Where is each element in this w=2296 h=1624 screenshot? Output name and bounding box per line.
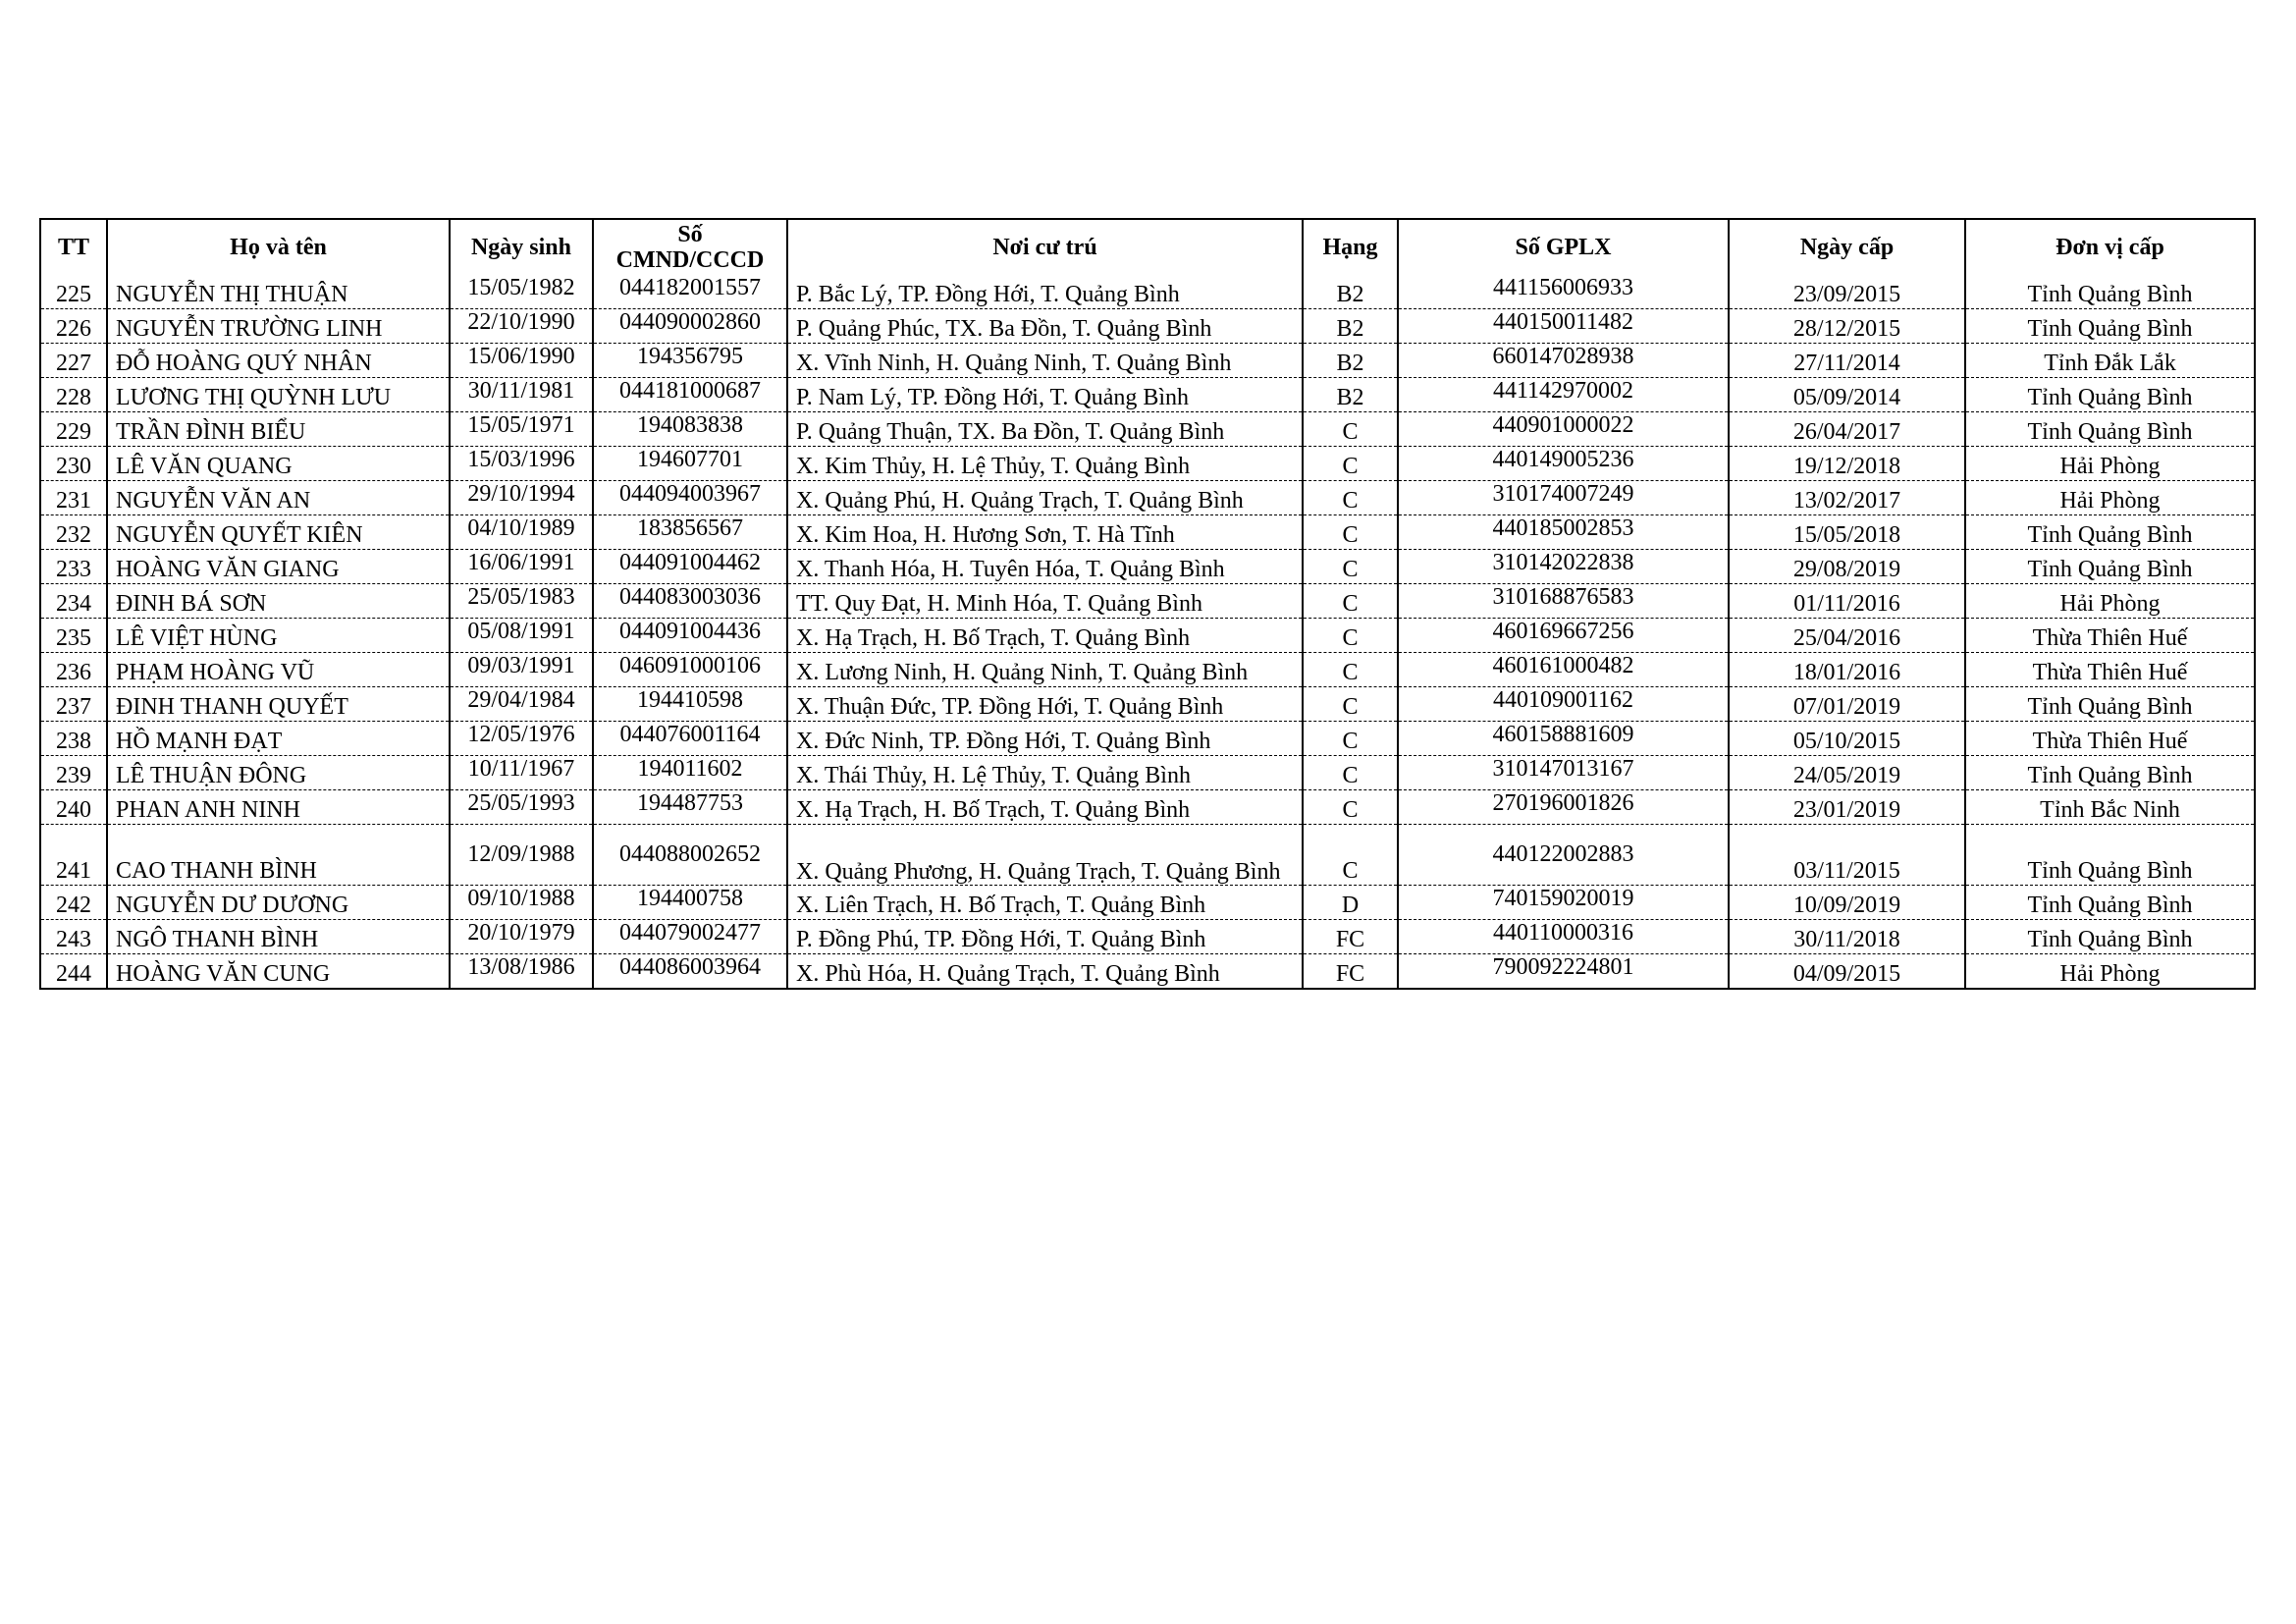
cell-dob: 30/11/1981	[450, 378, 593, 412]
header-id-line2: CMND/CCCD	[615, 247, 765, 273]
cell-tt: 244	[40, 954, 107, 990]
table-row	[40, 550, 2255, 584]
cell-license-number: 440110000316	[1398, 920, 1729, 954]
header-name: Họ và tên	[107, 219, 450, 275]
cell-class: C	[1303, 481, 1398, 515]
cell-address: X. Kim Hoa, H. Hương Sơn, T. Hà Tĩnh	[787, 515, 1303, 550]
cell-dob: 10/11/1967	[450, 756, 593, 790]
cell-license-number: 310174007249	[1398, 481, 1729, 515]
cell-tt: 240	[40, 790, 107, 825]
cell-address: X. Hạ Trạch, H. Bố Trạch, T. Quảng Bình	[787, 619, 1303, 653]
cell-issue-date: 01/11/2016	[1729, 584, 1965, 619]
cell-issuer: Tỉnh Quảng Bình	[1965, 378, 2255, 412]
cell-issuer: Thừa Thiên Huế	[1965, 722, 2255, 756]
table-row	[40, 954, 2255, 990]
cell-dob: 29/10/1994	[450, 481, 593, 515]
cell-license-number: 660147028938	[1398, 344, 1729, 378]
cell-issue-date: 05/10/2015	[1729, 722, 1965, 756]
cell-address: X. Lương Ninh, H. Quảng Ninh, T. Quảng Bình	[787, 653, 1303, 687]
table-row	[40, 722, 2255, 756]
cell-license-number: 440150011482	[1398, 309, 1729, 344]
cell-tt: 226	[40, 309, 107, 344]
cell-address: P. Bắc Lý, TP. Đồng Hới, T. Quảng Bình	[787, 275, 1303, 309]
cell-license-number: 440122002883	[1398, 825, 1729, 886]
cell-issuer: Tỉnh Quảng Bình	[1965, 515, 2255, 550]
header-id-line1: Số	[677, 222, 703, 247]
cell-issue-date: 30/11/2018	[1729, 920, 1965, 954]
cell-issuer: Tỉnh Bắc Ninh	[1965, 790, 2255, 825]
cell-issuer: Thừa Thiên Huế	[1965, 653, 2255, 687]
cell-license-number: 790092224801	[1398, 954, 1729, 990]
cell-dob: 22/10/1990	[450, 309, 593, 344]
cell-dob: 05/08/1991	[450, 619, 593, 653]
cell-issuer: Tỉnh Quảng Bình	[1965, 687, 2255, 722]
cell-issue-date: 15/05/2018	[1729, 515, 1965, 550]
cell-issue-date: 07/01/2019	[1729, 687, 1965, 722]
cell-license-number: 440149005236	[1398, 447, 1729, 481]
table-row	[40, 790, 2255, 825]
cell-license-number: 460161000482	[1398, 653, 1729, 687]
cell-issuer: Tỉnh Quảng Bình	[1965, 825, 2255, 886]
table-row	[40, 584, 2255, 619]
cell-address: X. Quảng Phú, H. Quảng Trạch, T. Quảng Bình	[787, 481, 1303, 515]
cell-license-number: 440185002853	[1398, 515, 1729, 550]
table-row	[40, 619, 2255, 653]
cell-dob: 15/05/1971	[450, 412, 593, 447]
cell-issuer: Hải Phòng	[1965, 584, 2255, 619]
cell-id-number: 044091004436	[593, 619, 787, 653]
cell-address: TT. Quy Đạt, H. Minh Hóa, T. Quảng Bình	[787, 584, 1303, 619]
cell-address: X. Liên Trạch, H. Bố Trạch, T. Quảng Bình	[787, 886, 1303, 920]
cell-issue-date: 19/12/2018	[1729, 447, 1965, 481]
cell-address: X. Phù Hóa, H. Quảng Trạch, T. Quảng Bình	[787, 954, 1303, 990]
cell-issue-date: 23/09/2015	[1729, 275, 1965, 309]
cell-issuer: Tỉnh Quảng Bình	[1965, 920, 2255, 954]
cell-id-number: 194607701	[593, 447, 787, 481]
cell-tt: 238	[40, 722, 107, 756]
cell-id-number: 194011602	[593, 756, 787, 790]
cell-id-number: 044090002860	[593, 309, 787, 344]
cell-class: C	[1303, 584, 1398, 619]
table-row	[40, 378, 2255, 412]
cell-class: B2	[1303, 378, 1398, 412]
cell-class: C	[1303, 790, 1398, 825]
cell-tt: 233	[40, 550, 107, 584]
cell-class: FC	[1303, 920, 1398, 954]
cell-dob: 12/09/1988	[450, 825, 593, 886]
cell-address: P. Nam Lý, TP. Đồng Hới, T. Quảng Bình	[787, 378, 1303, 412]
cell-class: B2	[1303, 344, 1398, 378]
header-tt: TT	[40, 219, 107, 275]
cell-issue-date: 29/08/2019	[1729, 550, 1965, 584]
cell-issue-date: 24/05/2019	[1729, 756, 1965, 790]
cell-issue-date: 10/09/2019	[1729, 886, 1965, 920]
table-row	[40, 515, 2255, 550]
table-row	[40, 344, 2255, 378]
cell-license-number: 440109001162	[1398, 687, 1729, 722]
cell-id-number: 044094003967	[593, 481, 787, 515]
cell-dob: 04/10/1989	[450, 515, 593, 550]
cell-dob: 15/06/1990	[450, 344, 593, 378]
cell-tt: 241	[40, 825, 107, 886]
cell-class: B2	[1303, 309, 1398, 344]
cell-issuer: Tỉnh Quảng Bình	[1965, 309, 2255, 344]
cell-id-number: 044091004462	[593, 550, 787, 584]
cell-dob: 16/06/1991	[450, 550, 593, 584]
cell-id-number: 194410598	[593, 687, 787, 722]
cell-issue-date: 23/01/2019	[1729, 790, 1965, 825]
cell-name: PHAN ANH NINH	[107, 790, 450, 825]
table-row	[40, 275, 2255, 309]
cell-tt: 239	[40, 756, 107, 790]
table-row	[40, 309, 2255, 344]
header-dob: Ngày sinh	[450, 219, 593, 275]
cell-address: X. Vĩnh Ninh, H. Quảng Ninh, T. Quảng Bình	[787, 344, 1303, 378]
cell-license-number: 310147013167	[1398, 756, 1729, 790]
cell-issuer: Hải Phòng	[1965, 481, 2255, 515]
cell-name: NGUYỄN DƯ DƯƠNG	[107, 886, 450, 920]
cell-issuer: Thừa Thiên Huế	[1965, 619, 2255, 653]
cell-license-number: 441156006933	[1398, 275, 1729, 309]
cell-id-number: 044083003036	[593, 584, 787, 619]
cell-class: B2	[1303, 275, 1398, 309]
cell-issuer: Tỉnh Đắk Lắk	[1965, 344, 2255, 378]
cell-name: NGUYỄN VĂN AN	[107, 481, 450, 515]
cell-dob: 25/05/1993	[450, 790, 593, 825]
header-license-number: Số GPLX	[1398, 219, 1729, 275]
cell-id-number: 194400758	[593, 886, 787, 920]
cell-tt: 225	[40, 275, 107, 309]
cell-class: C	[1303, 722, 1398, 756]
license-list-table	[39, 218, 2256, 990]
cell-issue-date: 28/12/2015	[1729, 309, 1965, 344]
table-row	[40, 920, 2255, 954]
cell-class: D	[1303, 886, 1398, 920]
cell-address: P. Quảng Phúc, TX. Ba Đồn, T. Quảng Bình	[787, 309, 1303, 344]
cell-name: LƯƠNG THỊ QUỲNH LƯU	[107, 378, 450, 412]
cell-id-number: 046091000106	[593, 653, 787, 687]
cell-name: LÊ VIỆT HÙNG	[107, 619, 450, 653]
cell-class: FC	[1303, 954, 1398, 990]
cell-issuer: Hải Phòng	[1965, 447, 2255, 481]
cell-name: TRẦN ĐÌNH BIỂU	[107, 412, 450, 447]
cell-id-number: 194487753	[593, 790, 787, 825]
cell-tt: 242	[40, 886, 107, 920]
cell-class: C	[1303, 825, 1398, 886]
cell-issuer: Tỉnh Quảng Bình	[1965, 412, 2255, 447]
cell-dob: 09/10/1988	[450, 886, 593, 920]
cell-tt: 231	[40, 481, 107, 515]
cell-issue-date: 13/02/2017	[1729, 481, 1965, 515]
cell-dob: 29/04/1984	[450, 687, 593, 722]
cell-issuer: Tỉnh Quảng Bình	[1965, 550, 2255, 584]
cell-name: HOÀNG VĂN CUNG	[107, 954, 450, 990]
cell-name: ĐINH BÁ SƠN	[107, 584, 450, 619]
cell-dob: 25/05/1983	[450, 584, 593, 619]
header-issuer: Đơn vị cấp	[1965, 219, 2255, 275]
cell-license-number: 441142970002	[1398, 378, 1729, 412]
cell-issuer: Tỉnh Quảng Bình	[1965, 275, 2255, 309]
cell-class: C	[1303, 756, 1398, 790]
cell-id-number: 044182001557	[593, 275, 787, 309]
cell-issue-date: 03/11/2015	[1729, 825, 1965, 886]
cell-dob: 15/03/1996	[450, 447, 593, 481]
table-row	[40, 825, 2255, 886]
cell-class: C	[1303, 412, 1398, 447]
table-row	[40, 412, 2255, 447]
cell-class: C	[1303, 687, 1398, 722]
cell-issuer: Tỉnh Quảng Bình	[1965, 756, 2255, 790]
cell-name: CAO THANH BÌNH	[107, 825, 450, 886]
cell-id-number: 194356795	[593, 344, 787, 378]
table-row	[40, 481, 2255, 515]
cell-address: X. Thái Thủy, H. Lệ Thủy, T. Quảng Bình	[787, 756, 1303, 790]
cell-address: X. Đức Ninh, TP. Đồng Hới, T. Quảng Bình	[787, 722, 1303, 756]
cell-name: NGUYỄN QUYẾT KIÊN	[107, 515, 450, 550]
cell-address: X. Quảng Phương, H. Quảng Trạch, T. Quảng Bình	[787, 825, 1303, 886]
license-list-table-container	[39, 218, 2254, 990]
cell-issue-date: 26/04/2017	[1729, 412, 1965, 447]
header-class: Hạng	[1303, 219, 1398, 275]
cell-name: NGUYỄN THỊ THUẬN	[107, 275, 450, 309]
cell-class: C	[1303, 653, 1398, 687]
cell-tt: 230	[40, 447, 107, 481]
cell-tt: 237	[40, 687, 107, 722]
cell-license-number: 740159020019	[1398, 886, 1729, 920]
cell-issuer: Tỉnh Quảng Bình	[1965, 886, 2255, 920]
cell-name: HOÀNG VĂN GIANG	[107, 550, 450, 584]
cell-name: ĐINH THANH QUYẾT	[107, 687, 450, 722]
cell-tt: 232	[40, 515, 107, 550]
cell-address: X. Thuận Đức, TP. Đồng Hới, T. Quảng Bình	[787, 687, 1303, 722]
cell-tt: 234	[40, 584, 107, 619]
table-row	[40, 653, 2255, 687]
cell-issue-date: 25/04/2016	[1729, 619, 1965, 653]
cell-id-number: 044181000687	[593, 378, 787, 412]
cell-id-number: 183856567	[593, 515, 787, 550]
table-row	[40, 886, 2255, 920]
table-row	[40, 687, 2255, 722]
header-address: Nơi cư trú	[787, 219, 1303, 275]
cell-issue-date: 05/09/2014	[1729, 378, 1965, 412]
cell-dob: 15/05/1982	[450, 275, 593, 309]
cell-license-number: 440901000022	[1398, 412, 1729, 447]
cell-issue-date: 04/09/2015	[1729, 954, 1965, 990]
cell-issue-date: 27/11/2014	[1729, 344, 1965, 378]
cell-license-number: 310142022838	[1398, 550, 1729, 584]
cell-license-number: 460169667256	[1398, 619, 1729, 653]
cell-class: C	[1303, 550, 1398, 584]
table-row	[40, 756, 2255, 790]
cell-name: ĐỖ HOÀNG QUÝ NHÂN	[107, 344, 450, 378]
cell-dob: 09/03/1991	[450, 653, 593, 687]
cell-id-number: 044086003964	[593, 954, 787, 990]
cell-address: X. Thanh Hóa, H. Tuyên Hóa, T. Quảng Bình	[787, 550, 1303, 584]
cell-name: NGUYỄN TRƯỜNG LINH	[107, 309, 450, 344]
cell-id-number: 044076001164	[593, 722, 787, 756]
header-issue-date: Ngày cấp	[1729, 219, 1965, 275]
cell-tt: 227	[40, 344, 107, 378]
cell-issuer: Hải Phòng	[1965, 954, 2255, 990]
header-id-number	[593, 219, 787, 275]
cell-class: C	[1303, 447, 1398, 481]
cell-class: C	[1303, 515, 1398, 550]
cell-dob: 20/10/1979	[450, 920, 593, 954]
cell-class: C	[1303, 619, 1398, 653]
table-header-row	[40, 219, 2255, 275]
cell-id-number: 194083838	[593, 412, 787, 447]
cell-id-number: 044079002477	[593, 920, 787, 954]
cell-issue-date: 18/01/2016	[1729, 653, 1965, 687]
cell-address: P. Quảng Thuận, TX. Ba Đồn, T. Quảng Bình	[787, 412, 1303, 447]
cell-dob: 13/08/1986	[450, 954, 593, 990]
cell-license-number: 270196001826	[1398, 790, 1729, 825]
cell-name: LÊ VĂN QUANG	[107, 447, 450, 481]
cell-name: HỒ MẠNH ĐẠT	[107, 722, 450, 756]
cell-address: X. Kim Thủy, H. Lệ Thủy, T. Quảng Bình	[787, 447, 1303, 481]
table-row	[40, 447, 2255, 481]
cell-dob: 12/05/1976	[450, 722, 593, 756]
cell-tt: 235	[40, 619, 107, 653]
cell-tt: 236	[40, 653, 107, 687]
cell-name: NGÔ THANH BÌNH	[107, 920, 450, 954]
cell-address: P. Đồng Phú, TP. Đồng Hới, T. Quảng Bình	[787, 920, 1303, 954]
cell-address: X. Hạ Trạch, H. Bố Trạch, T. Quảng Bình	[787, 790, 1303, 825]
cell-tt: 228	[40, 378, 107, 412]
cell-name: PHẠM HOÀNG VŨ	[107, 653, 450, 687]
cell-name: LÊ THUẬN ĐÔNG	[107, 756, 450, 790]
cell-license-number: 310168876583	[1398, 584, 1729, 619]
cell-id-number: 044088002652	[593, 825, 787, 886]
cell-tt: 229	[40, 412, 107, 447]
table-body	[40, 275, 2255, 989]
cell-tt: 243	[40, 920, 107, 954]
cell-license-number: 460158881609	[1398, 722, 1729, 756]
